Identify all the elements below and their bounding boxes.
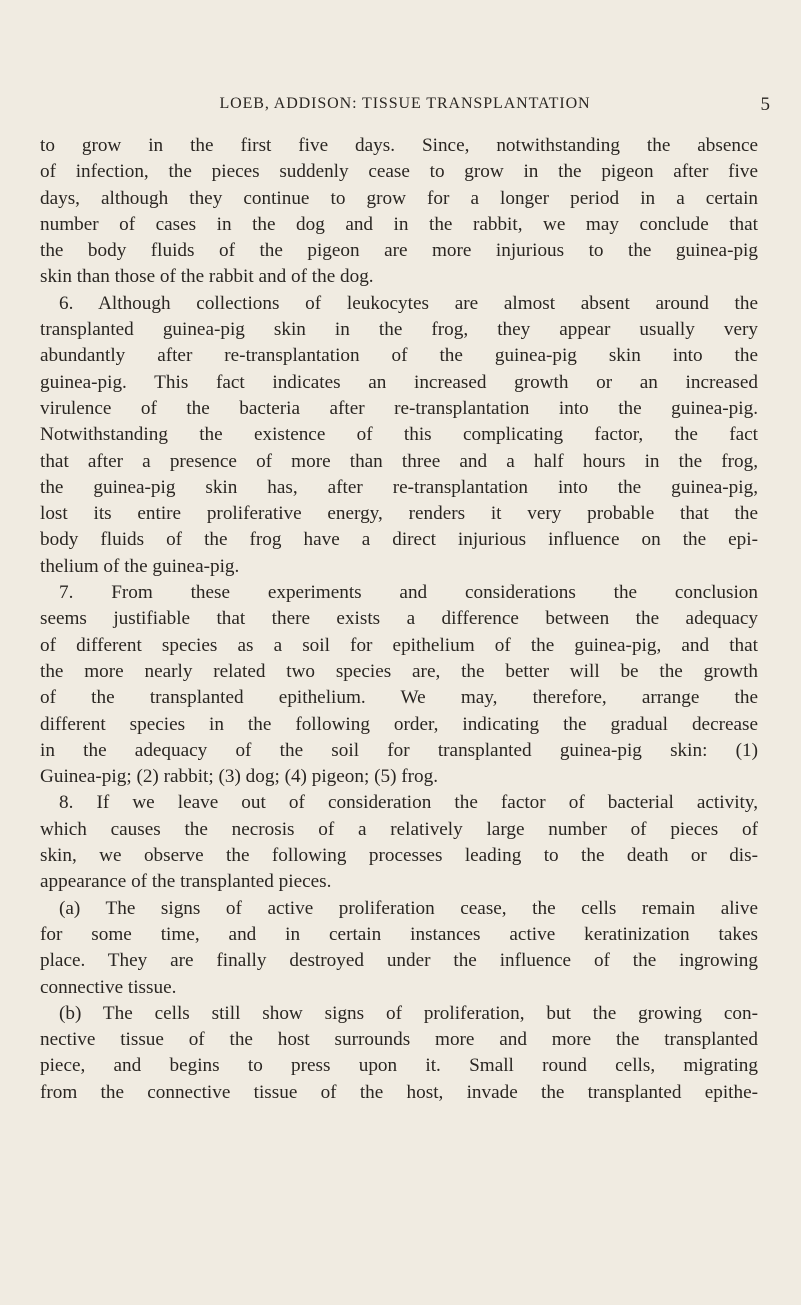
text-line: days, although they continue to grow for a longer period in a certain xyxy=(40,187,758,209)
text-line: place. They are finally destroyed under the influence of the ingrowing xyxy=(40,950,758,972)
text-line: connective tissue. xyxy=(40,976,177,998)
text-line: guinea-pig. This fact indicates an increased growth or an increased xyxy=(40,371,758,393)
text-line: to grow in the first five days. Since, notwithstanding the absence xyxy=(40,135,758,156)
text-line: of different species as a soil for epithelium of the guinea-pig, and that xyxy=(40,634,758,656)
text-line: transplanted guinea-pig skin in the frog, they appear usually very xyxy=(40,319,758,341)
text-line: Notwithstanding the existence of this complicating factor, the fact xyxy=(40,424,758,446)
text-line: 7. From these experiments and considerations the conclusion xyxy=(59,582,758,604)
text-line: which causes the necrosis of a relatively large number of pieces of xyxy=(40,818,758,840)
text-line: the body fluids of the pigeon are more injurious to the guinea-pig xyxy=(40,240,758,262)
text-line: (a) The signs of active proliferation cease, the cells remain alive xyxy=(59,897,758,919)
text-line: skin than those of the rabbit and of the dog. xyxy=(40,266,374,288)
text-line: that after a presence of more than three and a half hours in the frog, xyxy=(40,450,758,472)
text-line: from the connective tissue of the host, invade the transplanted epithe- xyxy=(40,1081,758,1103)
running-head xyxy=(40,92,770,116)
text-line: in the adequacy of the soil for transplanted guinea-pig skin: (1) xyxy=(40,739,758,761)
text-line: for some time, and in certain instances active keratinization takes xyxy=(40,923,758,945)
text-line: different species in the following order, indicating the gradual decrease xyxy=(40,713,758,735)
text-line: virulence of the bacteria after re-transplantation into the guinea-pig. xyxy=(40,397,758,419)
text-line: lost its entire proliferative energy, renders it very probable that the xyxy=(40,503,758,525)
running-title: LOEB, ADDISON: TISSUE TRANSPLANTATION xyxy=(219,95,591,112)
text-line: piece, and begins to press upon it. Small round cells, migrating xyxy=(40,1055,758,1077)
text-line: (b) The cells still show signs of proliferation, but the growing con- xyxy=(59,1002,758,1024)
text-line: abundantly after re-transplantation of the guinea-pig skin into the xyxy=(40,345,758,367)
page-number: 5 xyxy=(760,94,770,115)
text-line: seems justifiable that there exists a difference between the adequacy xyxy=(40,608,758,630)
text-line: skin, we observe the following processes leading to the death or dis- xyxy=(40,845,758,867)
text-line: of the transplanted epithelium. We may, therefore, arrange the xyxy=(40,687,758,709)
text-line: 8. If we leave out of consideration the factor of bacterial activity, xyxy=(59,792,758,814)
text-line: nective tissue of the host surrounds more and more the transplanted xyxy=(40,1029,758,1051)
text-line: appearance of the transplanted pieces. xyxy=(40,871,332,893)
text-line: thelium of the guinea-pig. xyxy=(40,555,240,577)
text-line: of infection, the pieces suddenly cease to grow in the pigeon after five xyxy=(40,161,758,183)
text-line: body fluids of the frog have a direct injurious influence on the epi- xyxy=(40,529,758,551)
text-line: 6. Although collections of leukocytes are almost absent around the xyxy=(59,292,758,314)
text-line: the guinea-pig skin has, after re-transplantation into the guinea-pig, xyxy=(40,476,758,498)
text-line: Guinea-pig; (2) rabbit; (3) dog; (4) pigeon; (5) frog. xyxy=(40,766,439,788)
body-text xyxy=(40,133,758,1106)
text-line: the more nearly related two species are, the better will be the growth xyxy=(40,660,758,682)
text-line: number of cases in the dog and in the rabbit, we may conclude that xyxy=(40,213,758,235)
